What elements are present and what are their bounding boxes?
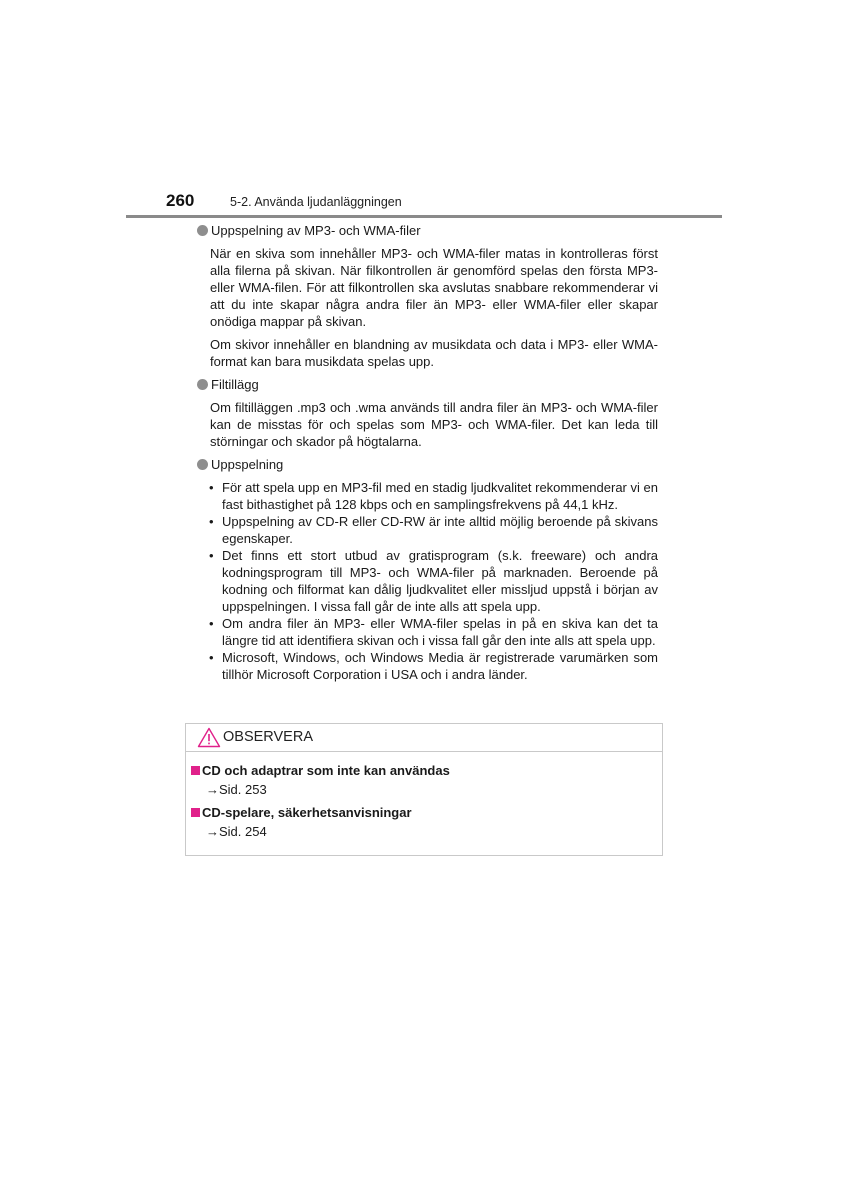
bullet-dot-icon (197, 379, 208, 390)
caution-item (191, 762, 662, 798)
square-bullet-icon (191, 766, 200, 775)
section-mp3-wma-playback (197, 222, 658, 370)
main-content (197, 222, 658, 683)
list-item: • Microsoft, Windows, och Windows Media är registrerade varumärken som tillhör Microsoft Corporation i USA och i andra länder. (209, 650, 658, 682)
list-item: • Uppspelning av CD-R eller CD-RW är inte alltid möjlig beroende på skivans egenskaper. (209, 514, 658, 546)
section-playback (197, 456, 658, 683)
caution-box (185, 723, 663, 856)
caution-item-title: CD och adaptrar som inte kan användas (191, 762, 662, 779)
chapter-title: 5-2. Använda ljudanläggningen (230, 195, 402, 209)
square-bullet-icon (191, 808, 200, 817)
paragraph: Om filtilläggen .mp3 och .wma används till andra filer än MP3- och WMA-filer kan de misstas för och spelas som MP3- och WMA-filer. Det kan leda till störningar och skador på högtalarna. (210, 400, 658, 449)
paragraph: När en skiva som innehåller MP3- och WMA-filer matas in kontrolleras först alla filerna på skivan. När filkontrollen är genomförd spelas den första MP3- eller WMA-filen. För att filkontrollen ska avslutas snabbare rekommenderar vi att du inte skapar några andra filer än MP3- eller WMA-filer eller skapar onödiga mappar på skivan. (210, 246, 658, 329)
caution-header (186, 724, 662, 752)
list-item: • För att spela upp en MP3-fil med en stadig ljudkvalitet rekommenderar vi en fast bithastighet på 128 kbps och en samplingsfrekvens på 44,1 kHz. (209, 480, 658, 512)
header-divider (126, 215, 722, 218)
bullet-list (197, 479, 658, 683)
paragraph: Om skivor innehåller en blandning av musikdata och data i MP3- eller WMA-format kan bara musikdata spelas upp. (210, 337, 658, 369)
list-item: • Det finns ett stort utbud av gratisprogram (s.k. freeware) och andra kodningsprogram till MP3- och WMA-filer på marknaden. Beroende på kodning och filformat kan dålig ljudkvalitet eller missljud uppstå i början av uppspelningen. I vissa fall går de inte alls att spela upp. (209, 548, 658, 614)
page-number: 260 (166, 191, 195, 210)
bullet-dot-icon (197, 459, 208, 470)
page-reference-link[interactable]: →Sid. 253 (206, 782, 267, 797)
page-header (126, 190, 722, 218)
page-reference-link[interactable]: →Sid. 254 (206, 824, 267, 839)
caution-title: OBSERVERA (223, 729, 313, 745)
bullet-dot-icon (197, 225, 208, 236)
section-file-extension (197, 376, 658, 450)
warning-triangle-icon (197, 727, 221, 748)
section-heading: Filtillägg (197, 376, 658, 393)
section-heading: Uppspelning (197, 456, 658, 473)
caution-item (191, 804, 662, 840)
caution-body (186, 752, 662, 840)
caution-item-title: CD-spelare, säkerhetsanvisningar (191, 804, 662, 821)
section-heading: Uppspelning av MP3- och WMA-filer (197, 222, 658, 239)
list-item: • Om andra filer än MP3- eller WMA-filer spelas in på en skiva kan det ta längre tid att identifiera skivan och i vissa fall går den inte alls att spela upp. (209, 616, 658, 648)
